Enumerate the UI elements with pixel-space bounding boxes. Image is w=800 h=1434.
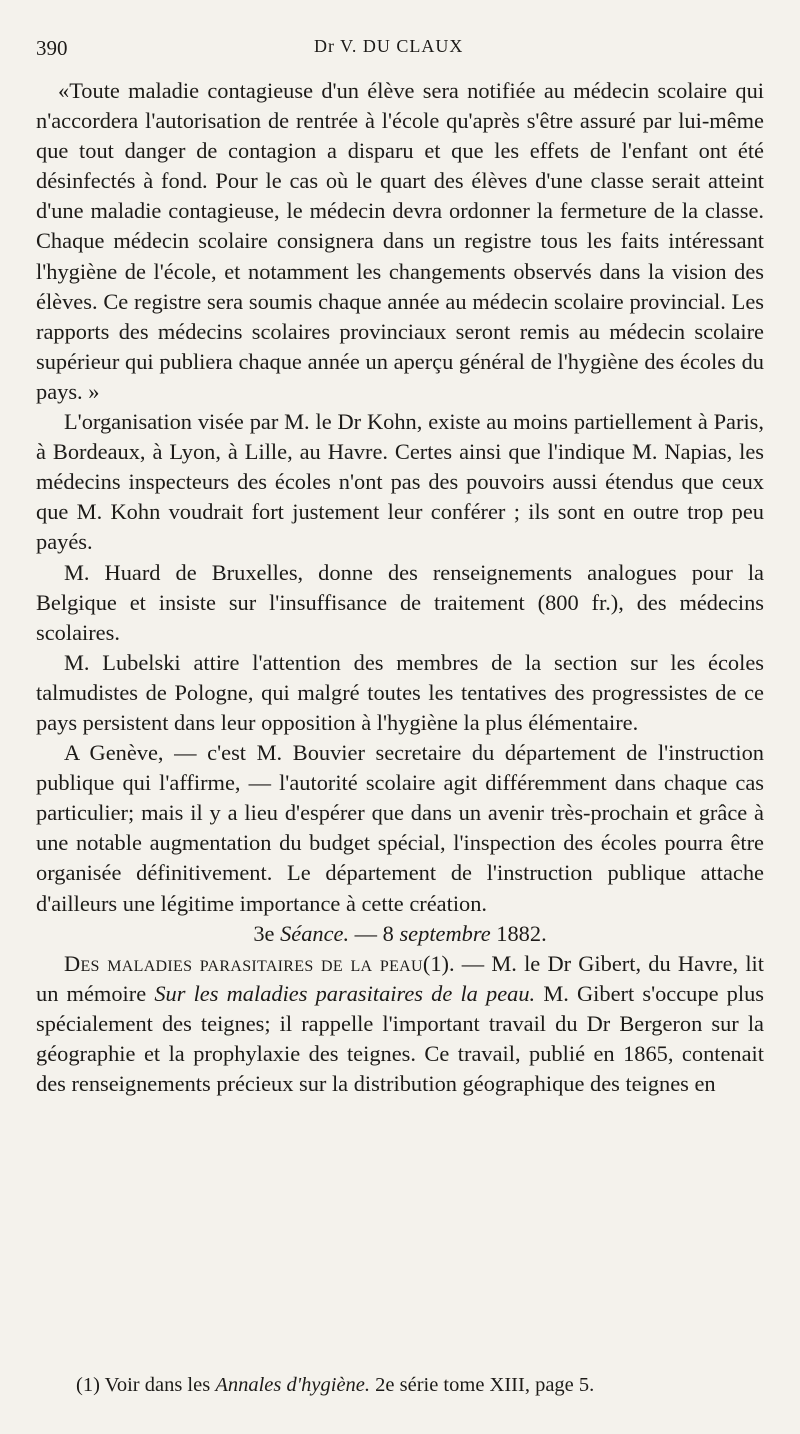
footnote-text-before: Voir dans les <box>104 1374 211 1396</box>
footnote-marker: (1) <box>76 1374 100 1396</box>
paragraph-lubelski: M. Lubelski attire l'attention des membres de la section sur les écoles talmudistes de Pologne, qui malgré toutes les tentatives des progressistes de ce pays persistent dans leur opposition à l'hygiène la plus élémentaire. <box>36 649 764 735</box>
footnote-journal: Annales d'hygiène. <box>215 1374 371 1396</box>
running-head: Dr V. DU CLAUX <box>314 36 464 56</box>
page-number: 390 <box>36 36 68 60</box>
paragraph-huard: M. Huard de Bruxelles, donne des renseignements analogues pour la Belgique et insiste sur l'insuffisance de traitement (800 fr.), des médecins scolaires. <box>36 559 764 645</box>
seance-year: 1882. <box>496 920 547 946</box>
seance-number: 3e <box>253 920 275 946</box>
paragraph-organisation: L'organisation visée par M. le Dr Kohn, existe au moins partiellement à Paris, à Bordeaux, à Lyon, à Lille, au Havre. Certes ainsi que l'indique M. Napias, les médecins inspecteurs des écoles n'ont pas des pouvoirs aussi étendus que ceux que M. Kohn voudrait fort justement leur conférer ; ils sont en outre trop peu payés. <box>36 409 764 555</box>
paragraph-section <box>36 949 764 1099</box>
memoir-title: Sur les maladies parasitaires de la peau. <box>154 980 536 1006</box>
seance-date-prefix: — 8 <box>354 920 394 946</box>
footnote-text-after: 2e série tome XIII, page 5. <box>375 1374 595 1396</box>
section-heading: Des maladies parasitaires de la peau <box>64 950 423 976</box>
paragraph-geneve: A Genève, — c'est M. Bouvier secretaire du département de l'instruction publique qui l'affirme, — l'autorité scolaire agit différemment dans chaque cas particulier; mais il y a lieu d'espérer que dans un avenir très-prochain et grâce à une notable augmentation du budget spécial, l'inspection des écoles pourra être organisée définitivement. Le département de l'instruction publique attache d'ailleurs une légitime importance à cette création. <box>36 740 764 916</box>
paragraph-quote: «Toute maladie contagieuse d'un élève sera notifiée au médecin scolaire qui n'accordera l'autorisation de rentrée à l'école qu'après s'être assuré par lui-même que tout danger de contagion a disparu et que les effets de l'enfant ont été désinfectés à fond. Pour le cas où le quart des élèves d'une classe serait atteint d'une maladie contagieuse, le médecin devra ordonner la fermeture de la classe. Chaque médecin scolaire consignera dans un registre tous les faits intéressant l'hygiène de l'école, et notamment les changements observés dans la vision des élèves. Ce registre sera soumis chaque année au médecin scolaire provincial. Les rapports des médecins scolaires provinciaux seront remis au médecin scolaire supérieur qui publiera chaque année un aperçu général de l'hygiène des écoles du pays. » <box>36 78 764 404</box>
footnote-ref: (1). <box>422 950 455 976</box>
section-rest: M. Gibert s'occupe plus spécialement des teignes; il rappelle l'important travail du Dr Bergeron sur la géographie et la prophylaxie des teignes. Ce travail, publié en 1865, contenait des renseignements précieux sur la distribution géographique des teignes en <box>36 980 764 1097</box>
footnote <box>76 1372 764 1398</box>
seance-label: Séance. <box>280 920 350 946</box>
section-lead: — M. le Dr Gibert, du Havre, lit un mémoire <box>36 950 764 1006</box>
page-header <box>36 36 764 72</box>
body-text <box>36 76 764 1099</box>
seance-month: septembre <box>399 920 491 946</box>
seance-heading <box>36 919 764 949</box>
